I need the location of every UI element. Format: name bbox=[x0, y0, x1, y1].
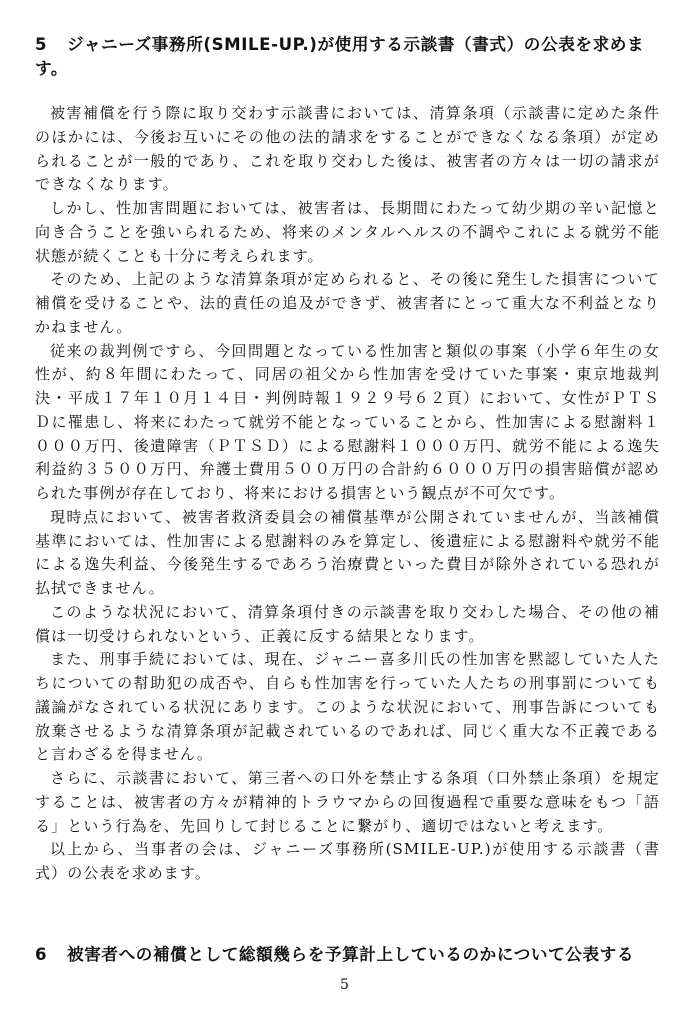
page-number: 5 bbox=[340, 977, 349, 993]
paragraph: 以上から、当事者の会は、ジャニーズ事務所(SMILE-UP.)が使用する示談書（書式）の公表を求めます。 bbox=[35, 840, 660, 882]
section-5-body bbox=[35, 102, 660, 886]
paragraph: このような状況において、清算条項付きの示談書を取り交わした場合、その他の補償は一切受けられないという、正義に反する結果となります。 bbox=[35, 602, 660, 645]
section-5-number: 5 bbox=[35, 35, 47, 54]
section-5-heading bbox=[35, 33, 660, 81]
section-6-heading bbox=[35, 943, 660, 967]
paragraph: しかし、性加害問題においては、被害者は、長期間にわたって幼少期の辛い記憶と向き合うことを強いられるため、将来のメンタルヘルスの不調やこれによる就労不能状態が続くことも十分に考えられます。 bbox=[35, 199, 660, 265]
paragraph: そのため、上記のような清算条項が定められると、その後に発生した損害について補償を受けることや、法的責任の追及ができず、被害者にとって重大な不利益となりかねません。 bbox=[35, 270, 660, 336]
paragraph: 現時点において、被害者救済委員会の補償基準が公開されていませんが、当該補償基準においては、性加害による慰謝料のみを算定し、後遺症による慰謝料や就労不能による逸失利益、今後発生するであろう治療費といった費目が除外されている恐れが払拭できません。 bbox=[35, 507, 660, 597]
paragraph: さらに、示談書において、第三者への口外を禁止する条項（口外禁止条項）を規定することは、被害者の方々が精神的トラウマからの回復過程で重要な意味をもつ「語る」という行為を、先回りして封じることに繋がり、適切ではないと考えます。 bbox=[35, 769, 660, 835]
section-5-title: ジャニーズ事務所(SMILE-UP.)が使用する示談書（書式）の公表を求めます。 bbox=[35, 35, 645, 78]
paragraph: 被害補償を行う際に取り交わす示談書においては、清算条項（示談書に定めた条件のほかには、今後お互いにその他の法的請求をすることができなくなる条項）が定められることが一般的であり、これを取り交わした後は、被害者の方々は一切の請求ができなくなります。 bbox=[35, 104, 660, 194]
paragraph: また、刑事手続においては、現在、ジャニー喜多川氏の性加害を黙認していた人たちについての幇助犯の成否や、自らも性加害を行っていた人たちの刑事罰についても議論がなされている状況にあります。このような状況において、刑事告訴についても放棄させるような清算条項が記載されているのであれば、同じく重大な不正義であると言わざるを得ません。 bbox=[35, 650, 660, 764]
section-6-title: 被害者への補償として総額幾らを予算計上しているのかについて公表する bbox=[67, 945, 635, 964]
paragraph: 従来の裁判例ですら、今回問題となっている性加害と類似の事案（小学６年生の女性が、約８年間にわたって、同居の祖父から性加害を受けていた事案・東京地裁判決・平成１７年１０月１４日・判例時報１９２９号６２頁）において、女性がＰＴＳＤに罹患し、将来にわたって就労不能となっていることから、性加害による慰謝料１０００万円、後遺障害（ＰＴＳＤ）による慰謝料１０００万円、就労不能による逸失利益約３５００万円、弁護士費用５００万円の合計約６０００万円の損害賠償が認められた事例が存在しており、将来における損害という観点が不可欠です。 bbox=[35, 341, 660, 502]
section-6-number: 6 bbox=[35, 945, 47, 964]
